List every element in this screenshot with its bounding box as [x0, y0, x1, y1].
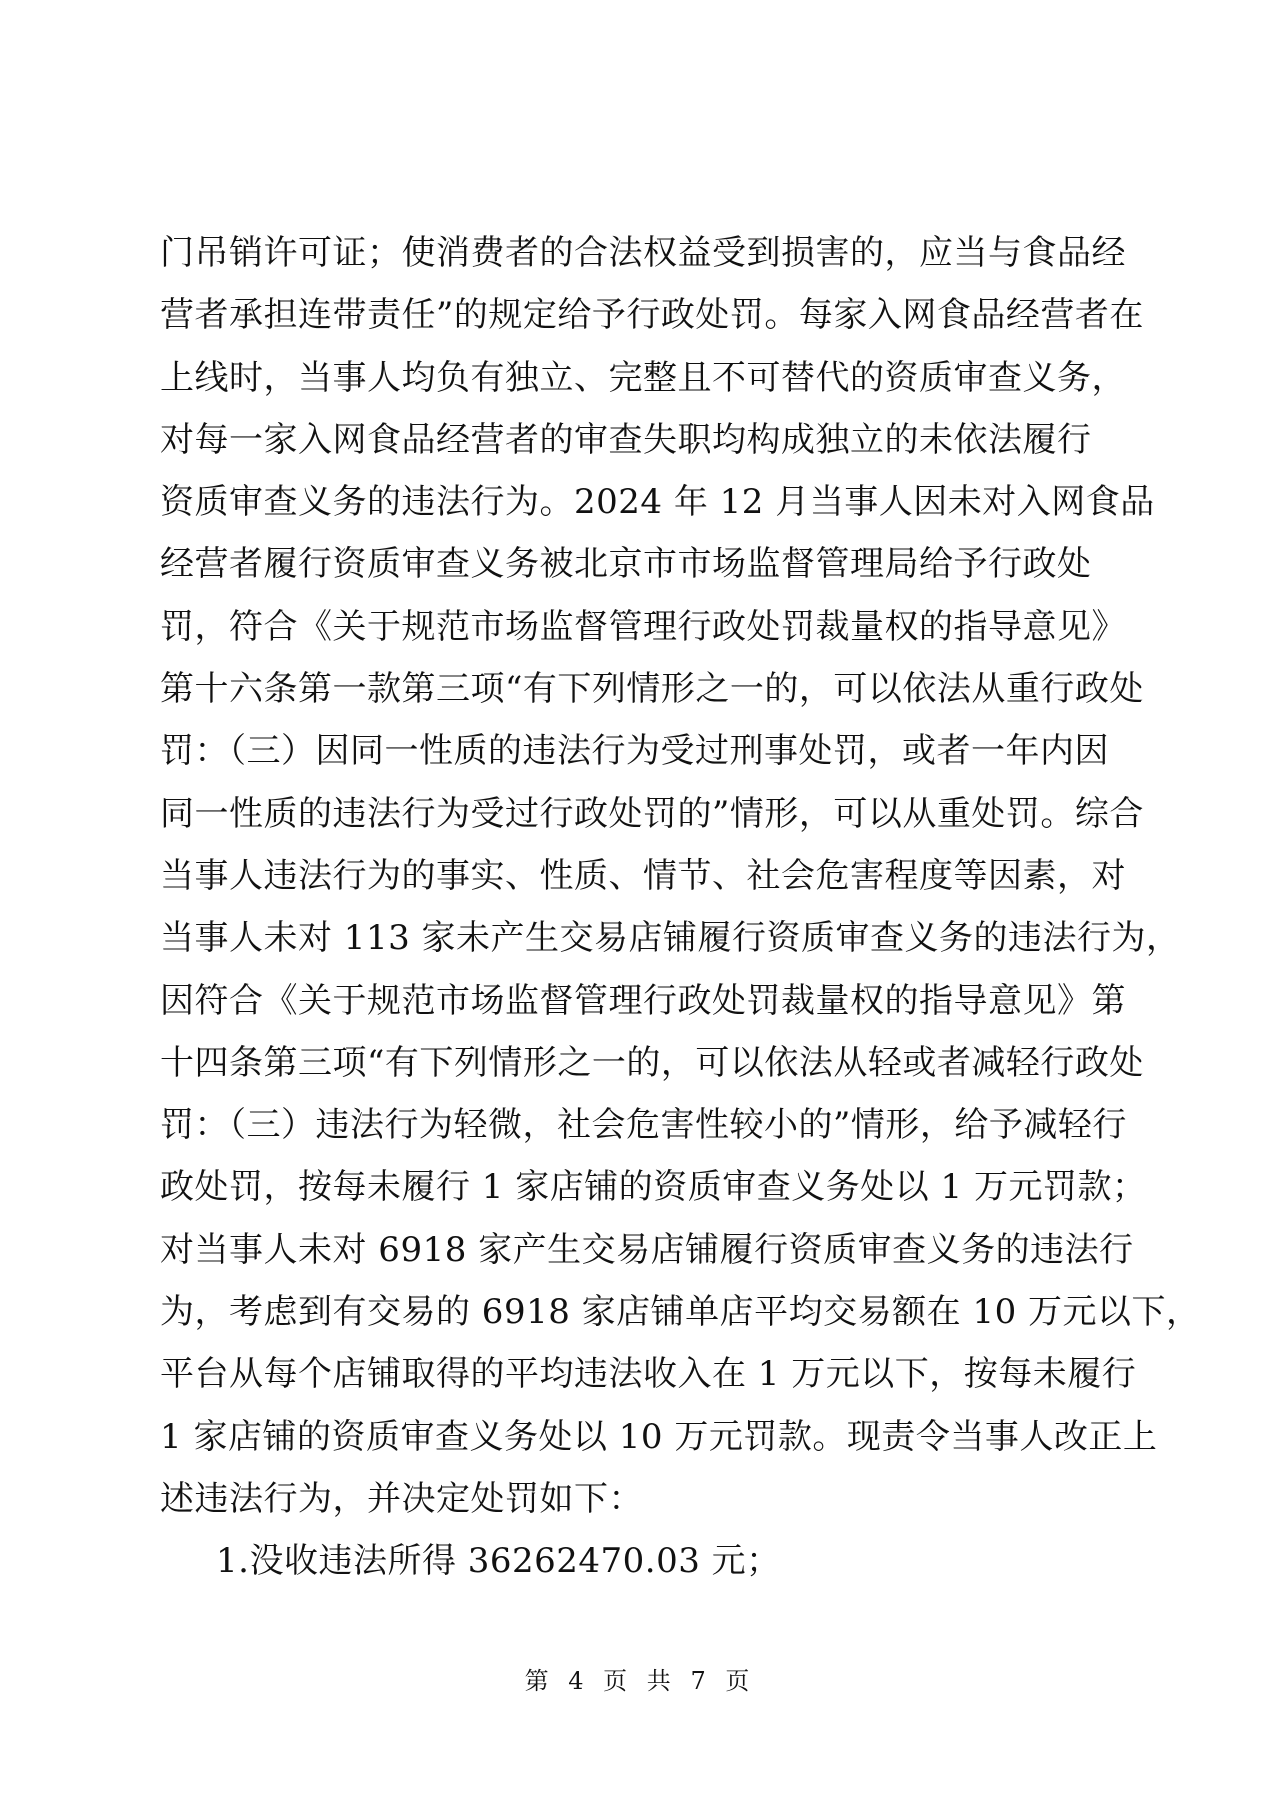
paragraph-line: 同一性质的违法行为受过行政处罚的”情形，可以从重处罚。综合	[160, 793, 1144, 834]
paragraph-line: 罚：（三）因同一性质的违法行为受过刑事处罚，或者一年内因	[160, 731, 1109, 772]
document-body	[160, 222, 1201, 1593]
paragraph-line: 对每一家入网食品经营者的审查失职均构成独立的未依法履行	[160, 419, 1092, 460]
paragraph-line: 当事人违法行为的事实、性质、情节、社会危害程度等因素，对	[160, 855, 1126, 896]
paragraph-line: 平台从每个店铺取得的平均违法收入在 1 万元以下，按每未履行	[160, 1354, 1137, 1395]
paragraph-line: 因符合《关于规范市场监督管理行政处罚裁量权的指导意见》第	[160, 980, 1126, 1021]
paragraph-line: 门吊销许可证；使消费者的合法权益受到损害的，应当与食品经	[160, 233, 1126, 273]
paragraph-line: 上线时，当事人均负有独立、完整且不可替代的资质审查义务，	[160, 357, 1126, 398]
paragraph-line: 第十六条第一款第三项“有下列情形之一的，可以依法从重行政处	[160, 669, 1144, 710]
paragraph-line: 资质审查义务的违法行为。2024 年 12 月当事人因未对入网食品	[160, 482, 1155, 523]
paragraph-line: 经营者履行资质审查义务被北京市市场监督管理局给予行政处	[160, 544, 1092, 585]
paragraph-line: 当事人未对 113 家未产生交易店铺履行资质审查义务的违法行为，	[160, 918, 1181, 959]
paragraph-line: 政处罚，按每未履行 1 家店铺的资质审查义务处以 1 万元罚款；	[160, 1167, 1147, 1208]
paragraph-line: 1 家店铺的资质审查义务处以 10 万元罚款。现责令当事人改正上	[160, 1416, 1158, 1457]
paragraph-line: 营者承担连带责任”的规定给予行政处罚。每家入网食品经营者在	[160, 295, 1144, 336]
paragraph-line: 十四条第三项“有下列情形之一的，可以依法从轻或者减轻行政处	[160, 1042, 1144, 1083]
paragraph-line: 为，考虑到有交易的 6918 家店铺单店平均交易额在 10 万元以下，	[160, 1292, 1201, 1333]
paragraph-line: 罚，符合《关于规范市场监督管理行政处罚裁量权的指导意见》	[160, 606, 1126, 647]
paragraph-line: 述违法行为，并决定处罚如下：	[160, 1478, 643, 1519]
page-number-footer: 第 4 页 共 7 页	[524, 1667, 756, 1695]
paragraph-line: 罚：（三）违法行为轻微，社会危害性较小的”情形，给予减轻行	[160, 1105, 1127, 1146]
penalty-item: 1.没收违法所得 36262470.03 元；	[216, 1541, 781, 1582]
paragraph-line: 对当事人未对 6918 家产生交易店铺履行资质审查义务的违法行	[160, 1229, 1134, 1270]
